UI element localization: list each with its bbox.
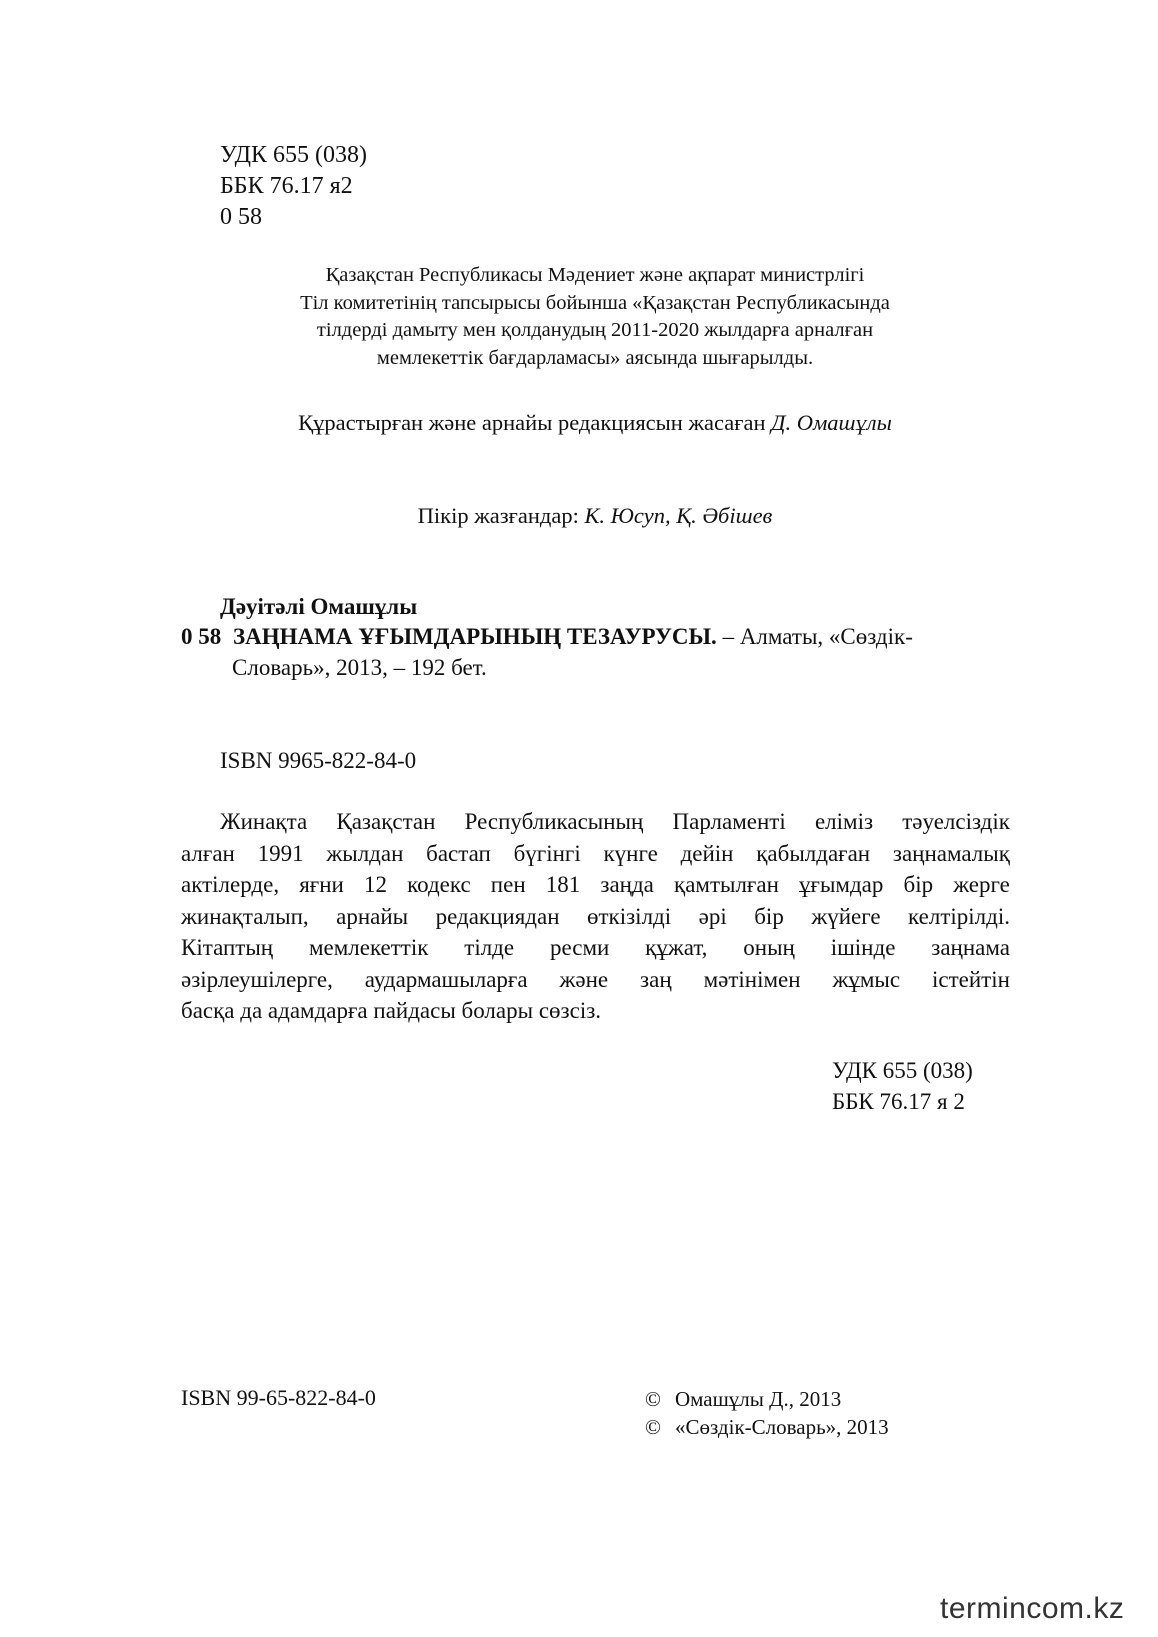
publication-notice xyxy=(160,262,1030,372)
catalog-title-line xyxy=(181,624,913,650)
notice-line: тілдерді дамыту мен қолданудың 2011-2020 жылдарға арналған xyxy=(316,319,874,341)
abstract-line: басқа да адамдарға пайдасы болары сөзсіз. xyxy=(181,998,602,1023)
bbk-code: ББК 76.17 я2 xyxy=(220,173,353,199)
footer-classification-codes xyxy=(832,1055,973,1117)
copyright-publisher: «Сөздік-Словарь», 2013 xyxy=(675,1415,889,1439)
catalog-author: Дәуітәлі Омашұлы xyxy=(220,594,418,619)
copyright-symbol: © xyxy=(645,1415,661,1439)
abstract xyxy=(181,806,1010,1027)
reviewers-names: К. Юсуп, Қ. Әбішев xyxy=(584,503,773,528)
copyright-author: Омашұлы Д., 2013 xyxy=(675,1387,842,1411)
notice-line: Тіл комитетінің тапсырысы бойынша «Қазақстан Республикасында xyxy=(300,291,890,314)
reviewers-label: Пікір жазғандар: xyxy=(417,503,579,528)
compiler-name: Д. Омашұлы xyxy=(771,410,892,435)
abstract-line: әзірлеушілерге, аудармашыларға және заң мәтінімен жұмыс істейтін xyxy=(181,966,1010,992)
catalog-code: 0 58 xyxy=(181,624,222,649)
abstract-line: актілерде, яғни 12 кодекс пен 181 заңда қамтылған ұғымдар бір жерге xyxy=(181,872,1010,897)
copyright-block xyxy=(645,1385,889,1441)
imprint-part1: – Алматы, «Сөздік- xyxy=(716,624,913,649)
copyright-line xyxy=(645,1385,889,1413)
catalog-isbn: ISBN 9965-822-84-0 xyxy=(220,748,417,773)
imprint-part2: Словарь», 2013, – 192 бет. xyxy=(232,655,487,680)
bbk-code: ББК 76.17 я 2 xyxy=(832,1089,965,1114)
notice-line: мемлекеттік бағдарламасы» аясында шығарылды. xyxy=(376,346,814,369)
copyright-symbol: © xyxy=(645,1387,661,1411)
watermark-text: termincom.kz xyxy=(940,1592,1125,1625)
watermark-logo xyxy=(940,1587,1150,1631)
abstract-line: жинақталып, арнайы редакциядан өткізілді әрі бір жүйеге келтірілді. xyxy=(181,903,1010,929)
compiler-label: Құрастырған және арнайы редакциясын жасаған xyxy=(298,410,766,435)
udk-code: УДК 655 (038) xyxy=(220,142,367,168)
abstract-line: Жинақта Қазақстан Республикасының Парламенті еліміз тәуелсіздік xyxy=(220,809,1010,834)
header-classification-codes xyxy=(220,140,367,233)
bottom-isbn: ISBN 99-65-822-84-0 xyxy=(181,1385,376,1410)
book-title: ЗАҢНАМА ҰҒЫМДАРЫНЫҢ ТЕЗАУРУСЫ. xyxy=(233,624,717,649)
reviewers-credit xyxy=(160,503,1030,529)
udk-code: УДК 655 (038) xyxy=(832,1058,973,1083)
notice-line: Қазақстан Республикасы Мәдениет және ақпарат министрлігі xyxy=(325,264,865,286)
abstract-line: алған 1991 жылдан бастап бүгінгі күнге дейін қабылдаған заңнамалық xyxy=(181,840,1010,866)
abstract-line: Кітаптың мемлекеттік тілде ресми құжат, оның ішінде заңнама xyxy=(181,935,1010,960)
author-mark-code: 0 58 xyxy=(220,204,262,230)
compiler-credit xyxy=(160,410,1030,436)
copyright-line xyxy=(645,1413,889,1441)
